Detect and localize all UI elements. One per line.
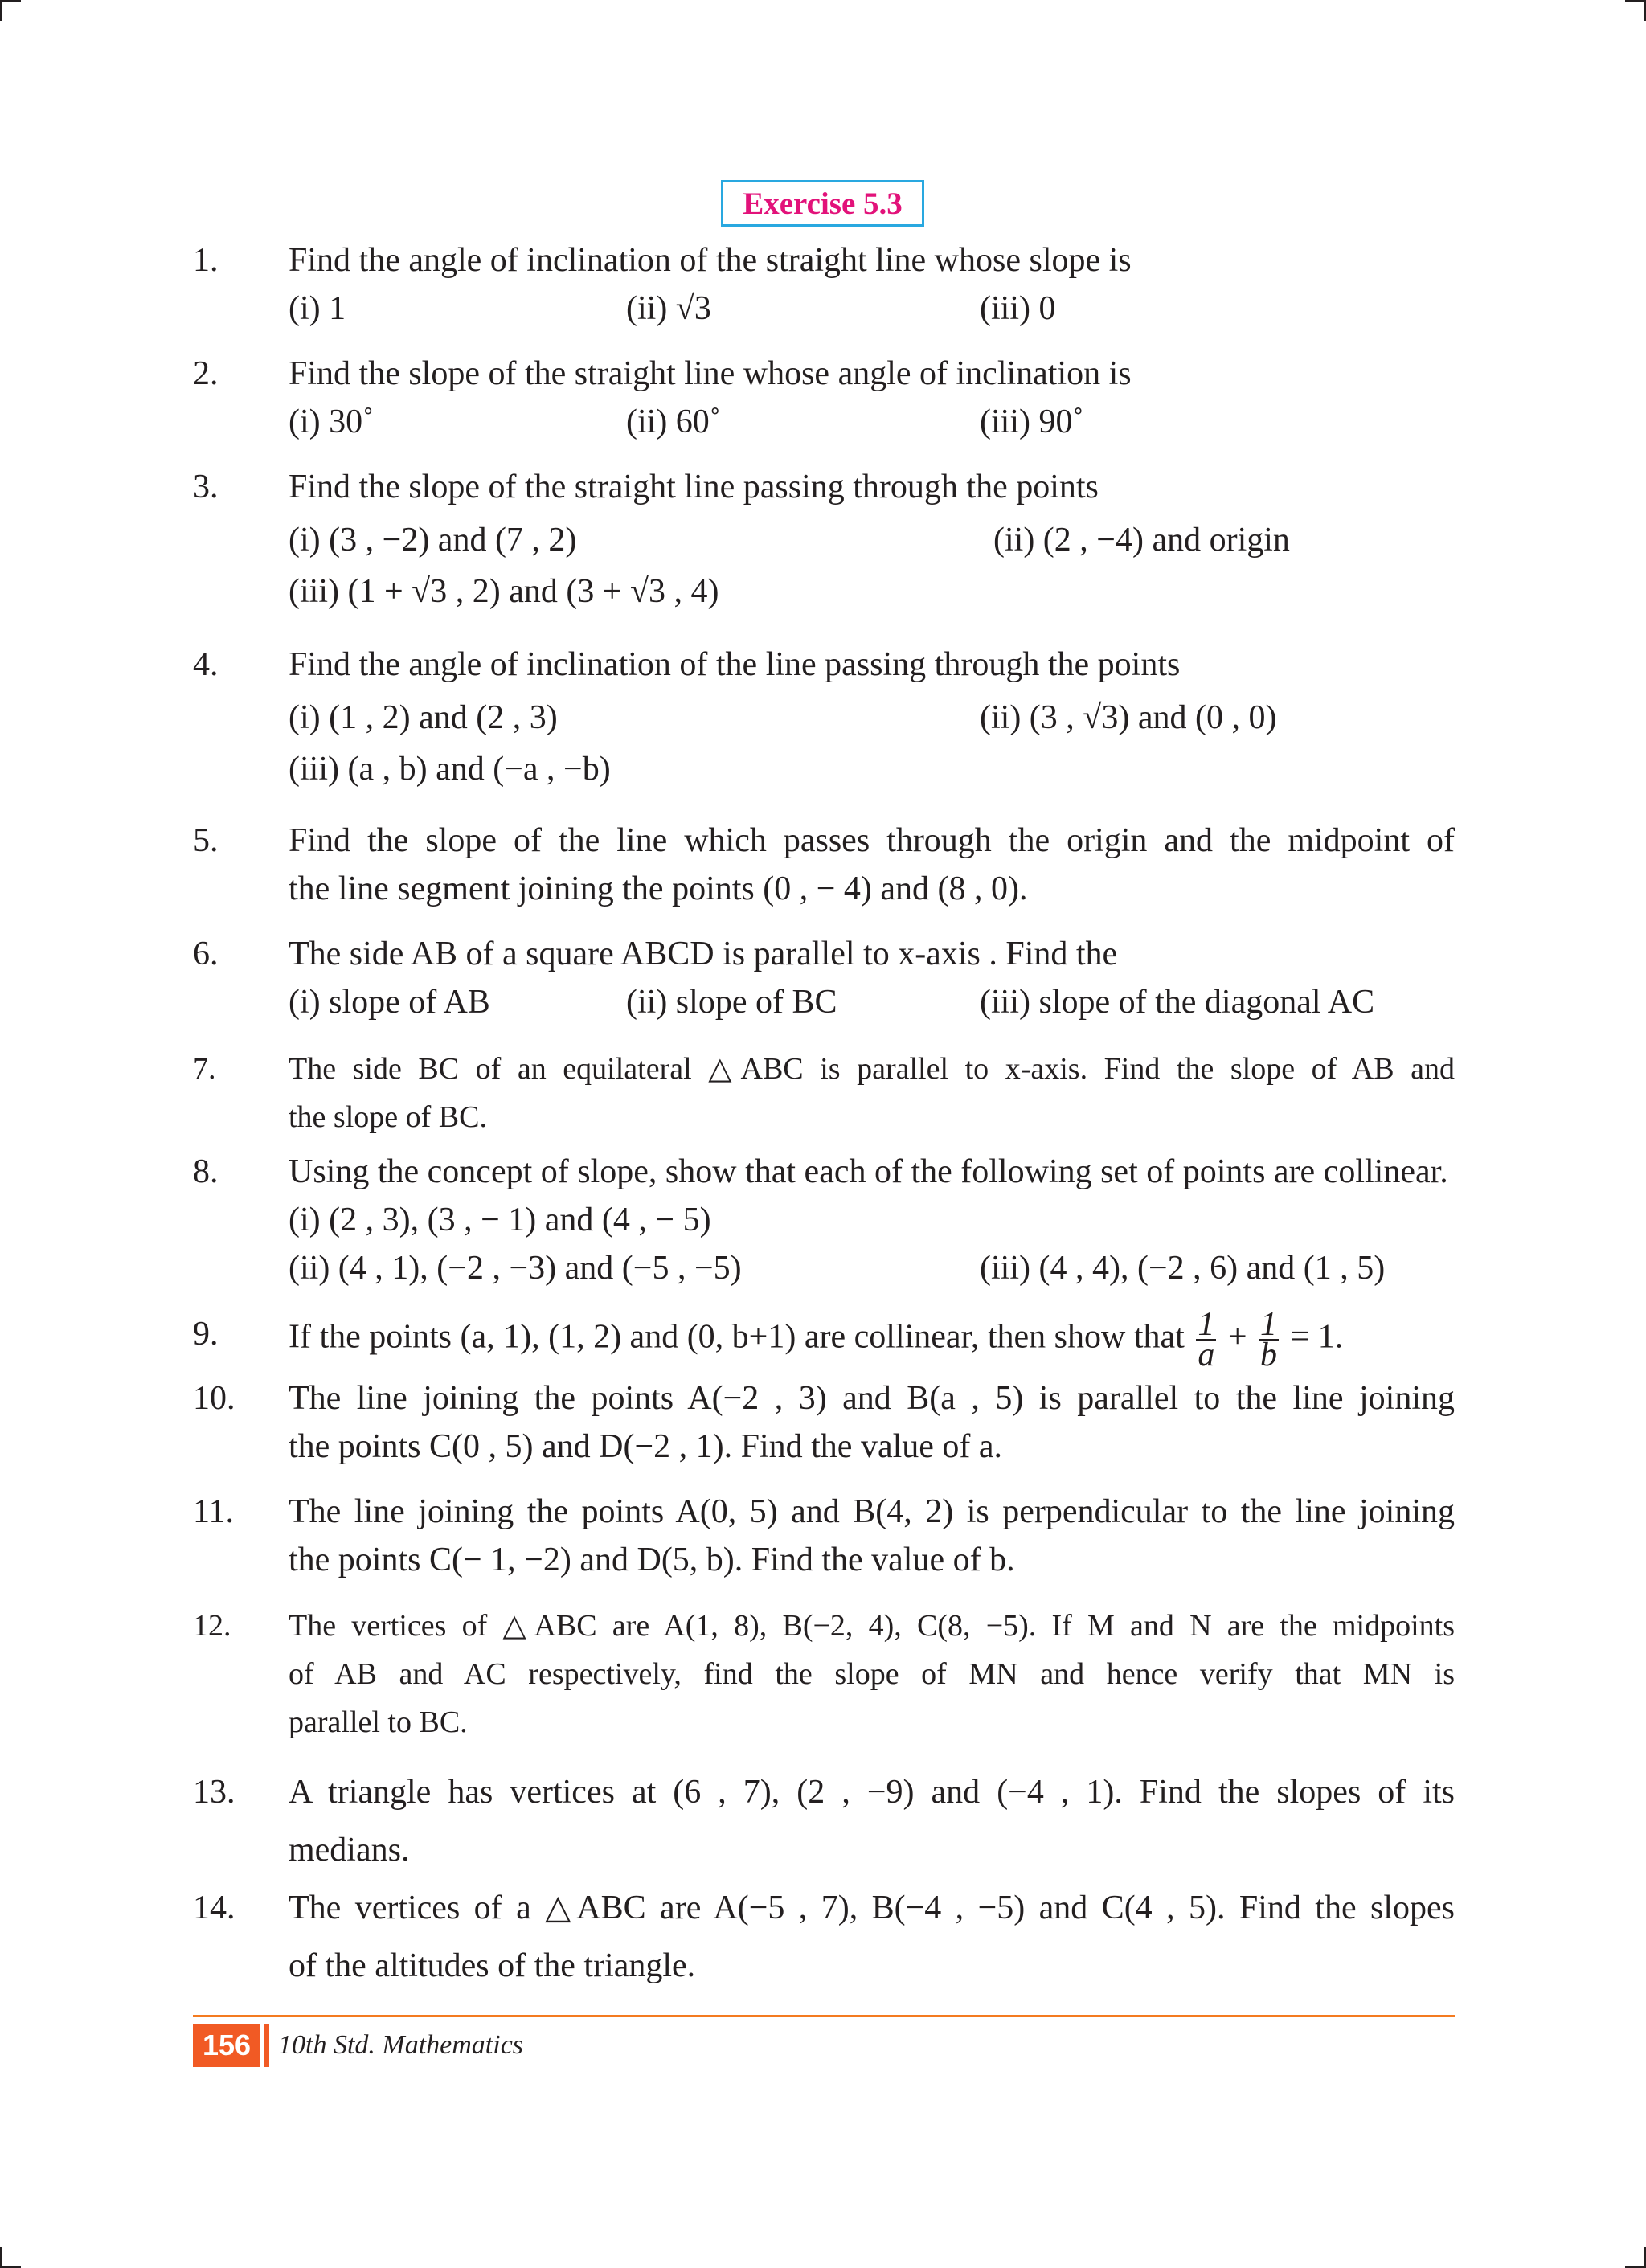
option: (iii) (4 , 4), (−2 , 6) and (1 , 5): [980, 1250, 1386, 1287]
equation-result: = 1.: [1290, 1318, 1344, 1356]
question-number: 13.: [193, 1774, 235, 1811]
question-1: [193, 236, 1455, 333]
option: (ii) (4 , 1), (−2 , −3) and (−5 , −5): [289, 1250, 742, 1287]
question-text: Find the slope of the straight line whose angle of inclination is: [289, 355, 1132, 392]
option: (iii) slope of the diagonal AC: [980, 984, 1375, 1021]
fraction: [1196, 1306, 1216, 1373]
question-7: [193, 1045, 1455, 1141]
option: (i) 30˚: [289, 403, 375, 440]
crop-mark-top-left: [0, 0, 2, 21]
question-number: 1.: [193, 242, 219, 279]
option: (ii) 60˚: [626, 403, 721, 440]
option: (ii) (3 , √3) and (0 , 0): [980, 699, 1277, 736]
option: (ii) √3: [626, 290, 711, 327]
question-number: 3.: [193, 469, 219, 506]
question-number: 11.: [193, 1493, 234, 1530]
footer-rule: [193, 2015, 1455, 2017]
question-number: 12.: [193, 1609, 231, 1643]
question-text: The vertices of a △ABC are A(−5 , 7), B(−4 , −5) and C(4 , 5). Find the slopes: [289, 1889, 1455, 1926]
question-text: If the points (a, 1), (1, 2) and (0, b+1) are collinear, then show that: [289, 1318, 1185, 1356]
exercise-title: Exercise 5.3: [721, 180, 924, 227]
question-10: [193, 1374, 1455, 1471]
option: (ii) (2 , −4) and origin: [993, 522, 1290, 559]
question-2: [193, 350, 1455, 446]
question-text: The line joining the points A(0, 5) and B(4, 2) is perpendicular to the line joining: [289, 1493, 1455, 1530]
question-text: parallel to BC.: [289, 1705, 468, 1739]
question-text: Find the angle of inclination of the line passing through the points: [289, 646, 1181, 683]
question-text: The side AB of a square ABCD is parallel to x-axis . Find the: [289, 935, 1118, 972]
question-13: [193, 1763, 1455, 1879]
question-12: [193, 1602, 1455, 1746]
question-text: A triangle has vertices at (6 , 7), (2 , −9) and (−4 , 1). Find the slopes of its: [289, 1774, 1455, 1811]
question-number: 2.: [193, 355, 219, 392]
option: (i) slope of AB: [289, 984, 490, 1021]
question-text: the points C(0 , 5) and D(−2 , 1). Find the value of a.: [289, 1428, 1003, 1465]
question-text: The line joining the points A(−2 , 3) and B(a , 5) is parallel to the line joining: [289, 1380, 1455, 1417]
question-text: medians.: [289, 1832, 410, 1869]
question-text: of the altitudes of the triangle.: [289, 1947, 696, 1984]
option: (iii) (a , b) and (−a , −b): [289, 751, 611, 788]
option: (i) 1: [289, 290, 346, 327]
question-5: [193, 817, 1455, 913]
question-14: [193, 1879, 1455, 1995]
footer-accent-bar: [264, 2024, 269, 2067]
option: (i) (2 , 3), (3 , − 1) and (4 , − 5): [289, 1202, 711, 1238]
question-9: [193, 1306, 1455, 1373]
fraction: [1259, 1306, 1279, 1373]
question-4: [193, 641, 1455, 793]
question-number: 6.: [193, 935, 219, 972]
question-number: 7.: [193, 1052, 216, 1086]
question-11: [193, 1488, 1455, 1584]
question-text: Find the slope of the straight line passing through the points: [289, 469, 1099, 506]
plus-sign: +: [1227, 1318, 1247, 1356]
fraction-numerator: 1: [1260, 1306, 1278, 1343]
crop-mark-top-right: [1625, 0, 1646, 2]
book-title: 10th Std. Mathematics: [278, 2030, 524, 2060]
question-text: Find the slope of the line which passes through the origin and the midpoint of: [289, 822, 1455, 859]
fraction-numerator: 1: [1198, 1306, 1215, 1343]
question-text: the slope of BC.: [289, 1100, 487, 1134]
question-text: The side BC of an equilateral △ABC is parallel to x-axis. Find the slope of AB and: [289, 1052, 1455, 1086]
question-number: 9.: [193, 1316, 219, 1353]
page-number: 156: [193, 2024, 260, 2067]
fraction-denominator: b: [1260, 1337, 1278, 1373]
option: (iii) 90˚: [980, 403, 1084, 440]
question-number: 10.: [193, 1380, 235, 1417]
option: (ii) slope of BC: [626, 984, 837, 1021]
question-number: 14.: [193, 1889, 235, 1926]
option: (iii) (1 + √3 , 2) and (3 + √3 , 4): [289, 573, 719, 610]
option: (iii) 0: [980, 290, 1056, 327]
question-text: The vertices of △ABC are A(1, 8), B(−2, 4), C(8, −5). If M and N are the midpoints: [289, 1609, 1455, 1643]
crop-mark-top-left: [0, 0, 21, 2]
question-text: the line segment joining the points (0 , − 4) and (8 , 0).: [289, 870, 1028, 907]
question-text: the points C(− 1, −2) and D(5, b). Find the value of b.: [289, 1541, 1015, 1578]
question-6: [193, 930, 1455, 1026]
option: (i) (1 , 2) and (2 , 3): [289, 699, 558, 736]
question-3: [193, 463, 1455, 616]
question-text: of AB and AC respectively, find the slope of MN and hence verify that MN is: [289, 1657, 1455, 1691]
question-number: 4.: [193, 646, 219, 683]
question-8: [193, 1148, 1455, 1292]
question-text: Using the concept of slope, show that each of the following set of points are collinear.: [289, 1153, 1448, 1190]
question-number: 8.: [193, 1153, 219, 1190]
crop-mark-bottom-left: [0, 2247, 2, 2268]
question-number: 5.: [193, 822, 219, 859]
question-text: Find the angle of inclination of the straight line whose slope is: [289, 242, 1132, 279]
option: (i) (3 , −2) and (7 , 2): [289, 522, 577, 559]
fraction-denominator: a: [1198, 1337, 1215, 1373]
